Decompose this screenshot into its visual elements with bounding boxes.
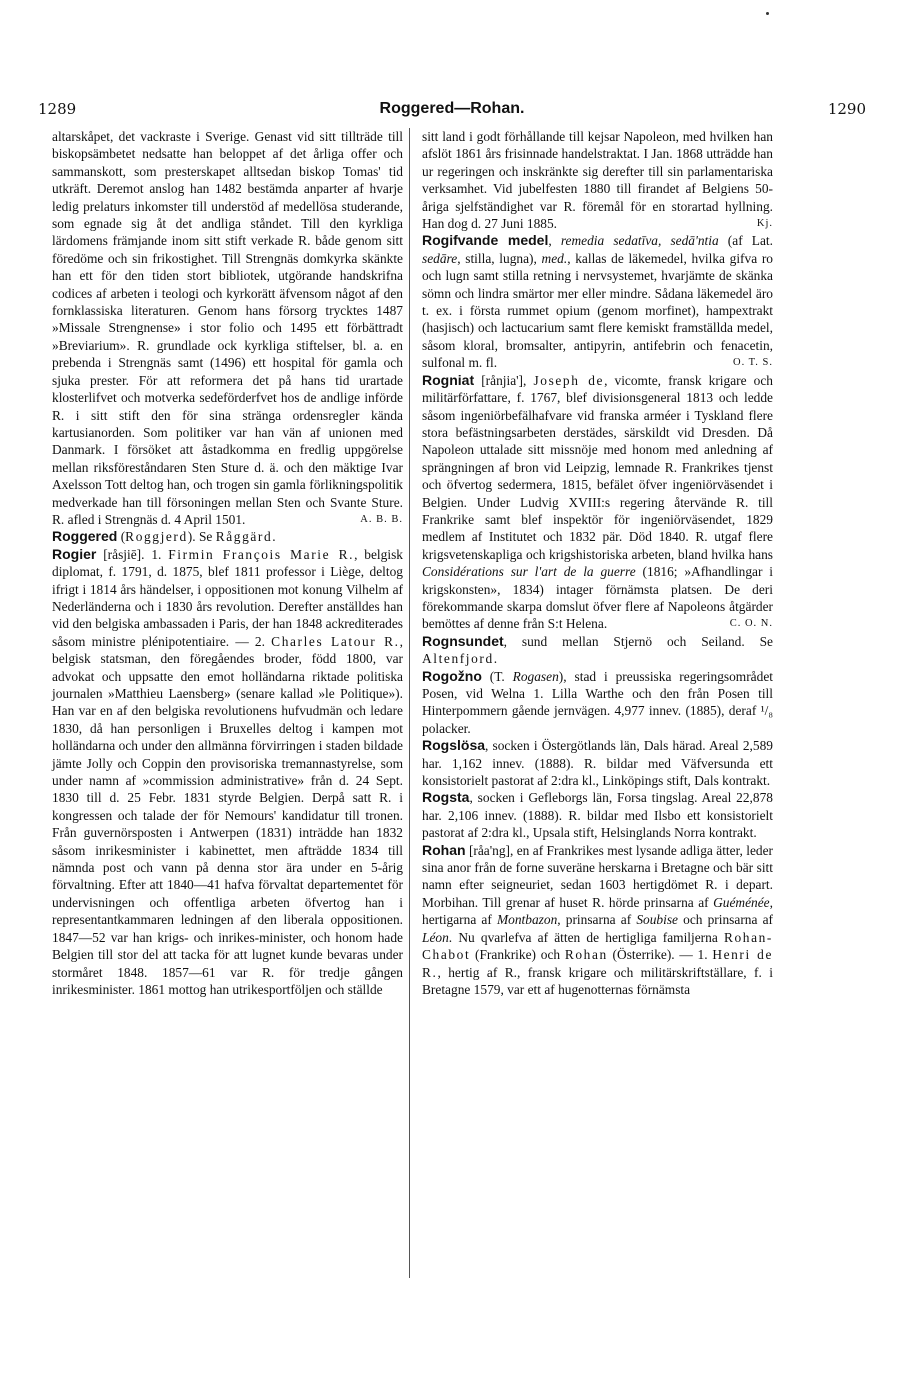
paragraph-text: sitt land i godt förhållande till kejsar Napoleon, med hvilken han afslöt 1861 års frisinnade handelstraktat. I Jan. 1868 utträdde han ur regeringen och inskränkte sig derefter till sin parlamentariska verksamhet. Vid jubelfesten 1880 till firandet af Belgiens 50-åriga sjelfständighet var R. föremål för en storartad hyllning. Han dog d. 27 Juni 1885. (422, 129, 773, 232)
paragraph-text: altarskåpet, det vackraste i Sverige. Genast vid sitt tillträde till biskopsämbetet nedsatte han beloppet af det årliga offer och sammanskott, som presterskapet alltsedan biskop Tomas' tid utkräft. Deremot anslog han 1482 bestämda anparter af hvarje ledig prelaturs inkomster till understöd af medellösa studerande, som egnade sig åt det andliga ståndet. Till den kyrkliga lärdomens främjande inom sitt stift verkade R. både genom sitt föredöme och sin frikostighet. Till Strengnäs domkyrka skänkte han ett för den tiden stort bibliotek, utgörande handskrifna codices af arbeten i teologi och kyrkorätt äfvensom något af den fornklassiska literaturen. Genom hans försorg trycktes 1487 »Missale Strengnense» i stor folio och 1495 ett förbättradt »Breviarium». R. grundlade ock kyrkliga stiftelser, bl. a. en prebenda i Strengnäs samt (1496) ett hospital för gamla och sjuka prester. För att reformera det på hans tid urartade klosterlifvet och motverka sedeförderfvet hos de andlige införde R. i sitt stift den för sina stränga ordensregler kända kartusianorden. Som politiker var han vän af unionen med Danmark. I försöket att åstadkomma en fredlig uppgörelse mellan riksföreståndaren Sten Sture d. ä. och den mäktige Ivar Axelsson Tott deltog han, och trogen sin gamla förlikningspolitik medverkade han till försoningen mellan Sten och Svante Sture. R. afled i Strengnäs d. 4 April 1501. (52, 129, 403, 527)
entry-headword: Rogniat (422, 371, 475, 388)
fraction: ¹/₈ (760, 703, 773, 719)
paragraph-rogier-continued (422, 128, 773, 232)
entry-headword: Roggered (52, 528, 118, 545)
entry-headword: Rohan (422, 841, 466, 858)
running-title: Roggered—Rohan. (379, 100, 525, 117)
author-signature: A. B. B. (360, 513, 403, 525)
entry-headword: Rogsta (422, 789, 470, 806)
left-column (52, 128, 403, 998)
entry-rogozno: Rogožno (T. Rogasen), stad i preussiska regeringsområdet Posen, vid Welna 1. Lilla Warthe och den från Posen till Hinterpommern gående jernvägen. 4,977 innev. (1885), deraf ¹/₈ polacker. (422, 667, 773, 736)
entry-headword: Rogifvande medel (422, 232, 549, 249)
entry-rognsundet: Rognsundet, sund mellan Stjernö och Seiland. Se Altenfjord. (422, 632, 773, 667)
entry-headword: Rogier (52, 545, 97, 562)
entry-rogniat: Rogniat [rånjia'], Joseph de, vicomte, fransk krigare och militärförfattare, f. 1767, blef divisionsgeneral 1813 och ledde såsom ingeniörbefälhafvare vid franska arméer i Tyskland flere stora befästningsarbeten derstädes, särskildt vid Dresden. Då Napoleon uttalade sitt missnöje med honom med anledning af sprängningen af bron vid Leipzig, lemnade R. Frankrikes tjenst och öfvertog sedermera, 1815, befälet öfver ingeniörväsendet i Belgien. Under Ludvig XVIII:s regering återvände R. till Frankrike samt blef inspektör för ingeniörväsendet, 1829 medlem af Institutet och 1832 pär. Död 1840. R. utgaf flere krigsvetenskapliga och krigshistoriska arbeten, bland hvilka hans Considérations sur l'art de la guerre (1816; »Afhandlingar i krigskonsten», 1834) intager förnämsta platsen. De deri förekommande skarpa domslut öfver flere af Napoleons åtgärder bemöttes af denne från S:t Helena. C. O. N. (422, 371, 774, 632)
entry-rogifvande-medel: Rogifvande medel, remedia sedatīva, sedā'ntia (af Lat. sedāre, stilla, lugna), med., kallas de läkemedel, hvilka gifva ro och lugn samt stilla retning i nervsystemet, hvarjämte de skänka sömn och lindra smärtor mer eller mindre. Sådana läkemedel äro t. ex. i första rummet opium (genom morfinet), hampextrakt (hasjisch) och lactucarium samt flere kemiskt framställda medel, såsom kloral, bromsalter, antipyrin, antifebrin och fenacetin, sulfonal m. fl. O. T. S. (422, 232, 773, 371)
column-divider (409, 128, 410, 1278)
page-speck (766, 12, 769, 15)
entry-headword: Rognsundet (422, 632, 504, 649)
entry-rohan: Rohan [råa'ng], en af Frankrikes mest lysande adliga ätter, leder sina anor från de forne suveräne herskarna i Bretagne och bär sitt namn efter seigneuriet, sedan 1603 hertigdömet R. i depart. Morbihan. Till grenar af huset R. hörde prinsarna af Guéménée, hertigarna af Montbazon, prinsarna af Soubise och prinsarna af Léon. Nu qvarlefva af ätten de hertigliga familjerna Rohan-Chabot (Frankrike) och Rohan (Österrike). — 1. Henri de R., hertig af R., fransk krigare och militärskriftställare, f. i Bretagne 1579, var ett af hugenotternas förnämsta (422, 841, 774, 997)
author-signature: Kj. (756, 218, 773, 230)
page-header (38, 100, 866, 124)
page-number-left: 1289 (38, 100, 77, 118)
entry-roggered: Roggered (Roggjerd). Se Råggärd. (52, 528, 276, 545)
entry-rogier: Rogier [råsjiē]. 1. Firmin François Marie R., belgisk diplomat, f. 1791, d. 1875, blef 1811 professor i Liège, deltog ifrigt i 1814 års händelser, i oppositionen mot konung Vilhelm af Nederländerna och i 1830 års revolution. Derefter anställdes han vid den belgiska ambassaden i Paris, der han 1848 ackrediterades såsom ministre plénipotentiaire. — 2. Charles Latour R., belgisk statsman, den föregåendes broder, född 1800, var advokat och uppsatte den emot holländarna riktade politiska journalen »Matthieu Laensberg» (senare kallad »le Politique»). Han var en af den belgiska revolutionens hufvudmän och ledare 1830, då han personligen i Bruxelles deltog i kampen mot holländarna och under den allmänna förvirringen i staden bildade jämte Jolly och Coppin den provisoriska tremannastyrelse, som under namn af »commission administrative» från d. 24 Sept. 1830 till d. 25 Febr. 1831 styrde Belgien. Derpå satt R. i kongressen och talade der för Nemours' kandidatur till tronen. Från guvernörsposten i Antwerpen (1831) inträdde han 1832 såsom inrikesminister i kabinettet, men afträdde 1834 till nämnda post och vann på denna stor ära under en 5-årig förvaltning. Efter att 1840—41 hafva förvaltat departementet för undervisningen och offentliga arbeten öfvertog han i representantkammaren ledningen af den liberala oppositionen. 1847—52 var han krigs- och inrikes-minister, och honom hade Belgien till stor del att tacka för att lugnet kunde bevaras under stormåret 1848. 1857—61 var R. för tredje gången inrikesminister. 1861 mottog han utrikesportföljen och ställde (52, 545, 403, 997)
paragraph-rogge-continued (52, 128, 403, 528)
author-signature: O. T. S. (733, 357, 773, 369)
cross-reference: Altenfjord (422, 651, 494, 667)
entry-rogslosa: Rogslösa, socken i Östergötlands län, Dals härad. Areal 2,589 har. 1,162 innev. (1888). R. bildar med Väfversunda ett konsistorielt pastorat af 2:dra kl., Linköpings stift, Dals kontrakt. (422, 737, 773, 789)
author-signature: C. O. N. (729, 618, 773, 630)
page-number-right: 1290 (827, 100, 866, 118)
right-column (422, 128, 773, 998)
entry-headword: Rogslösa (422, 737, 486, 754)
entry-rogsta: Rogsta, socken i Gefleborgs län, Forsa tingslag. Areal 22,878 har. 2,106 innev. (1888). R. bildar med Ilsbo ett konsistorielt pastorat af 2:dra kl., Upsala stift, Helsinglands Norra kontrakt. (422, 789, 773, 841)
entry-headword: Rogožno (422, 667, 482, 684)
cross-reference: Råggärd (215, 529, 273, 545)
